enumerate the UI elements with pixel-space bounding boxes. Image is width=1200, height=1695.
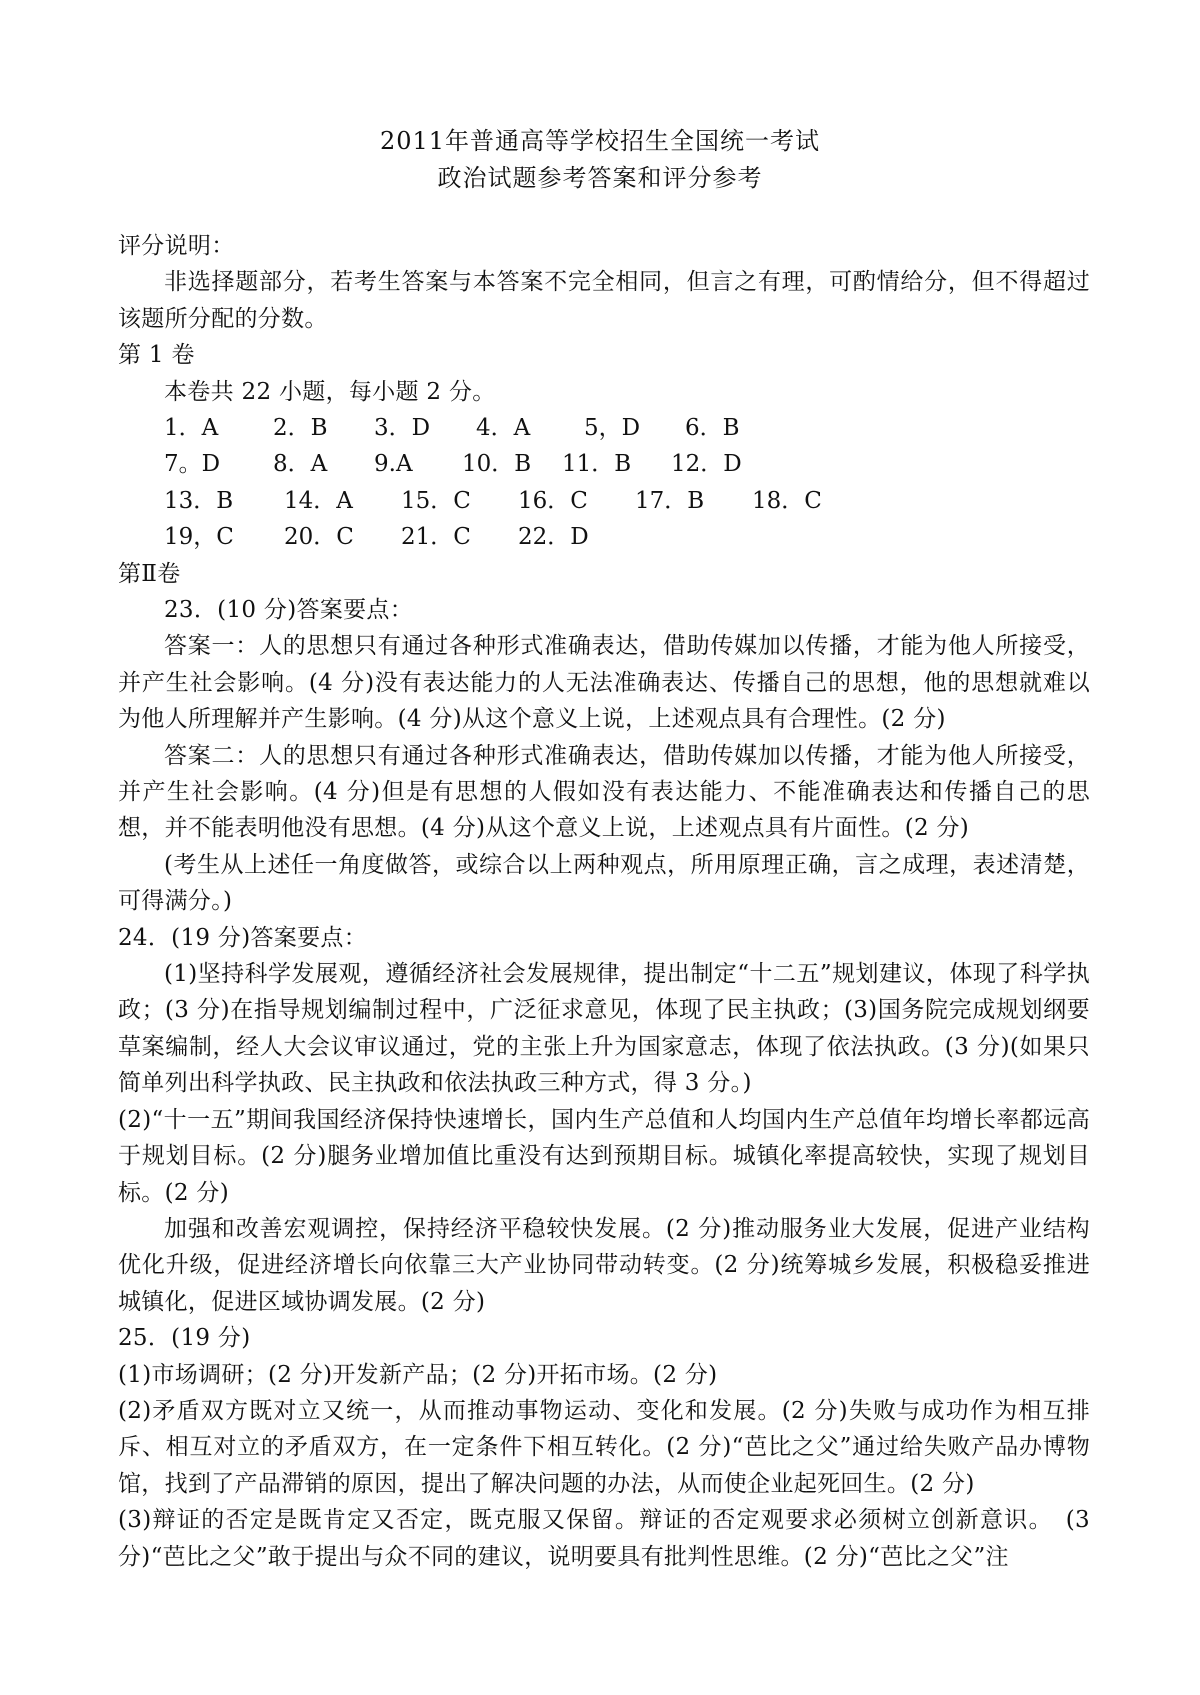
answer-item: 9.A: [374, 451, 413, 478]
part2-label: 第Ⅱ卷: [118, 560, 181, 587]
answer-row-2: [118, 446, 1090, 482]
q24-part3: 加强和改善宏观调控，保持经济平稳较快发展。(2 分)推动服务业大发展，促进产业结构优化升级，促进经济增长向依靠三大产业协同带动转变。(2 分)统筹城乡发展，积极稳妥推进城镇化，促进区域协调发展。(2 分): [118, 1215, 1090, 1315]
document-body: [118, 228, 1090, 1575]
scoring-note-label: 评分说明：: [118, 233, 235, 259]
answer-item: 5，D: [584, 415, 641, 442]
q25-part1: (1)市场调研；(2 分)开发新产品；(2 分)开拓市场。(2 分): [118, 1361, 718, 1388]
q24-part2: (2)“十一五”期间我国经济保持快速增长，国内生产总值和人均国内生产总值年均增长率都远高于规划目标。(2 分)腿务业增加值比重没有达到预期目标。城镇化率提高较快，实现了规划目标。(2 分): [118, 1106, 1090, 1206]
answer-item: 19，C: [164, 524, 234, 551]
answer-item: 17．B: [635, 487, 705, 514]
part1-intro: 本卷共 22 小题，每小题 2 分。: [164, 378, 496, 405]
q23-answer-two: 答案二：人的思想只有通过各种形式准确表达，借助传媒加以传播，才能为他人所接受，并产生社会影响。(4 分)但是有思想的人假如没有表达能力、不能准确表达和传播自己的思想，并不能表明他没有思想。(4 分)从这个意义上说，上述观点具有片面性。(2 分): [118, 742, 1090, 842]
answer-row-4: [118, 519, 1090, 555]
answer-item: 7。D: [164, 451, 221, 478]
document-subtitle: 政治试题参考答案和评分参考: [437, 164, 763, 192]
q25-heading: 25．(19 分): [118, 1325, 251, 1352]
answer-item: 1．A: [164, 415, 219, 442]
answer-item: 2．B: [273, 415, 328, 442]
answer-item: 14．A: [284, 487, 353, 514]
answer-item: 15．C: [401, 487, 471, 514]
part1-label: 第 1 卷: [118, 342, 195, 369]
answer-item: 16．C: [518, 487, 588, 514]
document-title: 2011年普通高等学校招生全国统一考试: [379, 127, 821, 155]
answer-item: 13．B: [164, 487, 234, 514]
answer-item: 12．D: [671, 451, 742, 478]
scoring-note-text: 非选择题部分，若考生答案与本答案不完全相同，但言之有理，可酌情给分，但不得超过该题所分配的分数。: [118, 269, 1090, 332]
answer-item: 3．D: [374, 415, 431, 442]
q23-note: (考生从上述任一角度做答，或综合以上两种观点，所用原理正确，言之成理，表述清楚，可得满分。): [118, 851, 1090, 915]
q25-part3: (3)辩证的否定是既肯定又否定，既克服又保留。辩证的否定观要求必须树立创新意识。 (3 分)“芭比之父”敢于提出与众不同的建议，说明要具有批判性思维。(2 分)“芭比之父”注: [118, 1507, 1090, 1570]
answer-item: 11．B: [562, 451, 632, 478]
answer-item: 8．A: [273, 451, 328, 478]
answer-item: 6．B: [685, 415, 740, 442]
q23-answer-one: 答案一：人的思想只有通过各种形式准确表达，借助传媒加以传播，才能为他人所接受，并产生社会影响。(4 分)没有表达能力的人无法准确表达、传播自己的思想，他的思想就难以为他人所理解并产生影响。(4 分)从这个意义上说，上述观点具有合理性。(2 分): [118, 633, 1090, 733]
answer-item: 4．A: [476, 415, 531, 442]
answer-item: 10．B: [462, 451, 532, 478]
q23-heading: 23．(10 分)答案要点：: [164, 597, 413, 623]
answer-row-1: [118, 410, 1090, 446]
q24-heading: 24．(19 分)答案要点：: [118, 924, 367, 951]
answer-item: 18．C: [752, 487, 822, 514]
answer-row-3: [118, 483, 1090, 519]
answer-item: 20．C: [284, 524, 354, 551]
q24-part1: (1)坚持科学发展观，遵循经济社会发展规律，提出制定“十二五”规划建议，体现了科学执政；(3 分)在指导规划编制过程中，广泛征求意见，体现了民主执政；(3)国务院完成规划纲要草案编制，经人大会议审议通过，党的主张上升为国家意志，体现了依法执政。(3 分)(如果只简单列出科学执政、民主执政和依法执政三种方式，得 3 分。): [118, 961, 1090, 1097]
answer-item: 22．D: [518, 524, 589, 551]
q25-part2: (2)矛盾双方既对立又统一，从而推动事物运动、变化和发展。(2 分)失败与成功作为相互排斥、相互对立的矛盾双方，在一定条件下相互转化。(2 分)“芭比之父”通过给失败产品办博物馆，找到了产品滞销的原因，提出了解决问题的办法，从而使企业起死回生。(2 分): [118, 1397, 1090, 1497]
answer-item: 21．C: [401, 524, 471, 551]
